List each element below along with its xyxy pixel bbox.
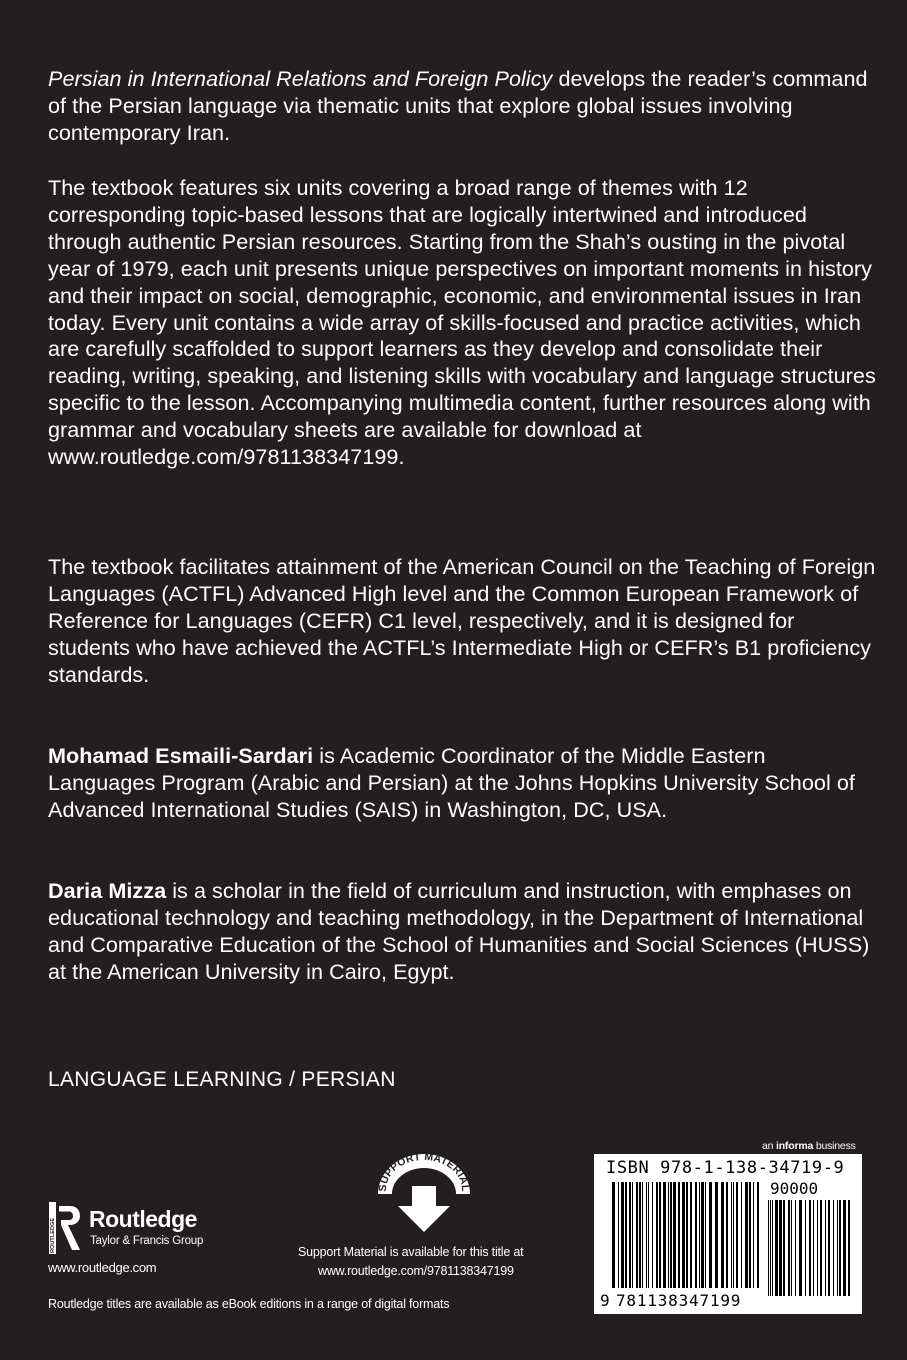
blurb-paragraph-2: The textbook features six units covering a broad range of themes with 12 corresponding topic-based lessons that are logically intertwined and introduced through authentic Persian resources. Starting from the Shah’s ousting in the pivotal year of 1979, each unit presents unique perspectives on important moments in history and their impact on social, demographic, economic, and environmental issues in Iran today. Every unit contains a wide array of skills-focused and practice activities, which are carefully scaffolded to support learners as they develop and consolidate their reading, writing, speaking, and listening skills with vocabulary and language structures specific to the lesson. Accompanying multimedia content, further resources along with grammar and vocabulary sheets are available for download at www.routledge.com/9781138347199. — [48, 175, 876, 470]
barcode-bar — [629, 1182, 631, 1288]
barcode-bar — [682, 1182, 685, 1288]
barcode-bar — [709, 1182, 712, 1288]
barcode-bar — [686, 1182, 688, 1288]
barcode-bar — [749, 1182, 751, 1288]
barcode-bar — [652, 1182, 653, 1288]
support-material-text: Support Material is available for this title at — [298, 1245, 524, 1259]
barcode-bar — [733, 1182, 734, 1288]
author-bio-2-text: is a scholar in the field of curriculum and instruction, with emphases on educational technology and teaching methodology, in the Department of International and Comparative Education of the School of Humanities and Social Sciences (HUSS) at the American University in Cairo, Egypt. — [48, 878, 870, 984]
barcode-bar — [625, 1182, 627, 1288]
addon-bar — [825, 1200, 826, 1296]
barcode-digits: 781138347199 — [616, 1291, 742, 1310]
barcode-bar — [726, 1182, 728, 1288]
barcode-bar — [699, 1182, 700, 1288]
addon-bar — [843, 1200, 846, 1296]
routledge-logo-icon — [48, 1202, 82, 1254]
barcode-bar — [715, 1182, 718, 1288]
barcode-bar — [757, 1182, 759, 1288]
ebook-note: Routledge titles are available as eBook editions in a range of digital formats — [48, 1297, 450, 1311]
logo-vertical-text: ROUTLEDGE — [50, 1217, 57, 1253]
addon-bar — [813, 1200, 814, 1296]
addon-bar — [805, 1200, 806, 1296]
addon-bar — [817, 1200, 818, 1296]
barcode-bar — [639, 1182, 641, 1288]
barcode-bar — [663, 1182, 666, 1288]
addon-bar — [795, 1200, 796, 1296]
author-bio-2 — [48, 878, 878, 986]
support-badge-text: SUPPORT MATERIAL — [376, 1150, 472, 1193]
addon-bar — [779, 1200, 782, 1296]
barcode-graphic — [594, 1154, 862, 1314]
support-material-url: www.routledge.com/9781138347199 — [318, 1264, 514, 1278]
barcode-bar — [678, 1182, 680, 1288]
barcode-bar — [659, 1182, 661, 1288]
isbn-barcode — [594, 1154, 862, 1314]
support-material-icon — [372, 1150, 476, 1234]
author-bio-1 — [48, 743, 878, 824]
blurb-paragraph-3: The textbook facilitates attainment of the American Council on the Teaching of Foreign Languages (ACTFL) Advanced High level and the Common European Framework of Reference for Languages (CEFR) C1 level, respectively, and it is designed for students who have achieved the ACTFL’s Intermediate High or CEFR’s B1 proficiency standards. — [48, 554, 876, 687]
barcode-bar — [668, 1182, 669, 1288]
blurb-paragraph-1 — [48, 66, 878, 147]
barcode-bar — [642, 1182, 643, 1288]
barcode-bar — [621, 1182, 624, 1288]
subject-category: LANGUAGE LEARNING / PERSIAN — [48, 1068, 396, 1091]
addon-bar — [770, 1200, 771, 1296]
publisher-logo — [48, 1202, 268, 1258]
addon-bar — [768, 1200, 769, 1296]
addon-bar — [788, 1200, 790, 1296]
addon-bar — [799, 1200, 802, 1296]
addon-bar — [775, 1200, 778, 1296]
barcode-bar — [705, 1182, 706, 1288]
barcode-bar — [753, 1182, 754, 1288]
blurb-paragraph-1-rest: develops the reader’s command of the Persian language via thematic units that explore global issues involving contemporary Iran. — [48, 66, 868, 145]
addon-bar — [848, 1200, 850, 1296]
barcode-bar — [636, 1182, 638, 1288]
addon-bar — [833, 1200, 834, 1296]
addon-bar — [828, 1200, 830, 1296]
addon-bar — [837, 1200, 838, 1296]
barcode-bar — [648, 1182, 649, 1288]
barcode-bar — [656, 1182, 658, 1288]
barcode-bar — [618, 1182, 619, 1288]
publisher-group: Taylor & Francis Group — [90, 1235, 204, 1247]
barcode-bar — [701, 1182, 704, 1288]
isbn-label: ISBN 978-1-138-34719-9 — [606, 1158, 845, 1178]
addon-bar — [809, 1200, 811, 1296]
barcode-bar — [741, 1182, 742, 1288]
barcode-bar — [731, 1182, 732, 1288]
price-code: 90000 — [770, 1179, 819, 1198]
barcode-bar — [745, 1182, 748, 1288]
barcode-bar — [632, 1182, 633, 1288]
barcode-first-digit: 9 — [600, 1291, 610, 1310]
book-title: Persian in International Relations and Foreign Policy — [48, 66, 553, 91]
addon-bar — [783, 1200, 785, 1296]
barcode-bar — [695, 1182, 697, 1288]
barcode-bar — [721, 1182, 724, 1288]
author-bio-1-text: is Academic Coordinator of the Middle Eastern Languages Program (Arabic and Persian) at the Johns Hopkins University School of Advanced International Studies (SAIS) in Washington, DC, USA. — [48, 743, 855, 822]
barcode-bar — [646, 1182, 647, 1288]
author-name-2: Daria Mizza — [48, 878, 167, 903]
addon-bar — [839, 1200, 841, 1296]
publisher-name: Routledge — [89, 1206, 197, 1232]
addon-bar — [820, 1200, 822, 1296]
informa-tagline: an informa business — [762, 1140, 856, 1152]
barcode-bar — [612, 1182, 615, 1288]
barcode-bar — [690, 1182, 692, 1288]
barcode-bar — [736, 1182, 738, 1288]
addon-bar — [772, 1200, 773, 1296]
author-name-1: Mohamad Esmaili-Sardari — [48, 743, 314, 768]
addon-bar — [791, 1200, 792, 1296]
barcode-bar — [670, 1182, 672, 1288]
publisher-url: www.routledge.com — [48, 1260, 157, 1275]
informa-brand: informa — [776, 1140, 814, 1152]
barcode-bar — [673, 1182, 676, 1288]
